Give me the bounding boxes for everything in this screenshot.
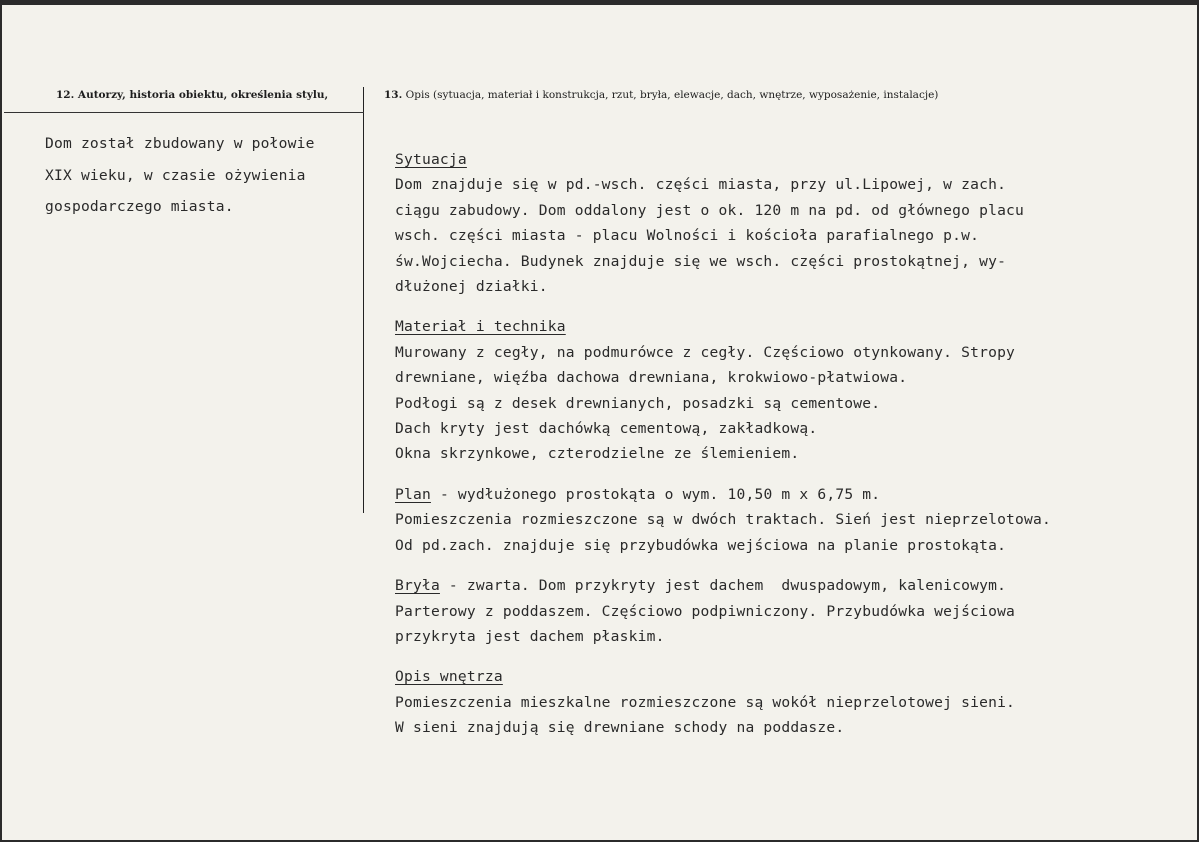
document-card	[2, 5, 1197, 840]
plan-first-line	[395, 482, 1051, 507]
text-line: drewniane, więźba dachowa drewniana, krokwiowo-płatwiowa.	[395, 369, 908, 387]
description-text	[395, 147, 1051, 756]
text-line: Okna skrzynkowe, czterodzielne ze ślemieniem.	[395, 445, 800, 463]
history-text	[45, 128, 315, 223]
header-rule	[4, 112, 364, 113]
section-12-header: 12. Autorzy, historia obiektu, określenia stylu,	[56, 89, 329, 101]
text-line: Od pd.zach. znajduje się przybudówka wejściowa na planie prostokąta.	[395, 536, 1007, 554]
history-line: gospodarczego miasta.	[45, 198, 234, 215]
text-line: wsch. części miasta - placu Wolności i kościoła parafialnego p.w.	[395, 227, 980, 245]
text-line: św.Wojciecha. Budynek znajduje się we wsch. części prostokątnej, wy-	[395, 252, 1007, 270]
text-line: Dach kryty jest dachówką cementową, zakładkową.	[395, 420, 818, 438]
text-line: dłużonej działki.	[395, 278, 548, 296]
bryla-first-line	[395, 573, 1051, 598]
section-opis-wnetrza	[395, 664, 1051, 740]
text-line: W sieni znajdują się drewniane schody na poddasze.	[395, 719, 845, 737]
heading-sytuacja: Sytuacja	[395, 151, 467, 168]
history-line: Dom został zbudowany w połowie	[45, 135, 315, 152]
section-13-header	[384, 89, 938, 101]
text-line: Pomieszczenia rozmieszczone są w dwóch traktach. Sień jest nieprzelotowa.	[395, 511, 1051, 529]
section-sytuacja	[395, 147, 1051, 299]
text-line: Parterowy z poddaszem. Częściowo podpiwniczony. Przybudówka wejściowa	[395, 602, 1016, 620]
heading-opis-wnetrza: Opis wnętrza	[395, 668, 503, 686]
heading-material: Materiał i technika	[395, 318, 566, 336]
history-line: XIX wieku, w czasie ożywienia	[45, 166, 306, 184]
section-bryla	[395, 573, 1051, 649]
heading-plan: Plan	[395, 485, 431, 503]
text-line: ciągu zabudowy. Dom oddalony jest o ok. 120 m na pd. od głównego placu	[395, 201, 1025, 219]
bryla-first-line-text: - zwarta. Dom przykryty jest dachem dwuspadowym, kalenicowym.	[439, 577, 1007, 595]
text-line: Podłogi są z desek drewnianych, posadzki są cementowe.	[395, 394, 881, 412]
text-line: Pomieszczenia mieszkalne rozmieszczone są wokół nieprzelotowej sieni.	[395, 693, 1016, 711]
text-line: przykryta jest dachem płaskim.	[395, 627, 665, 645]
heading-bryla: Bryła	[395, 577, 440, 595]
section-13-title: Opis (sytuacja, materiał i konstrukcja, rzut, bryła, elewacje, dach, wnętrze, wyposażenie, instalacje)	[405, 89, 939, 101]
section-plan	[395, 482, 1051, 558]
column-divider	[363, 87, 364, 513]
section-material	[395, 314, 1051, 466]
text-line: Murowany z cegły, na podmurówce z cegły. Częściowo otynkowany. Stropy	[395, 343, 1016, 361]
section-13-number: 13.	[384, 89, 403, 101]
plan-first-line-text: - wydłużonego prostokąta o wym. 10,50 m x 6,75 m.	[430, 485, 881, 503]
text-line: Dom znajduje się w pd.-wsch. części miasta, przy ul.Lipowej, w zach.	[395, 176, 1007, 194]
